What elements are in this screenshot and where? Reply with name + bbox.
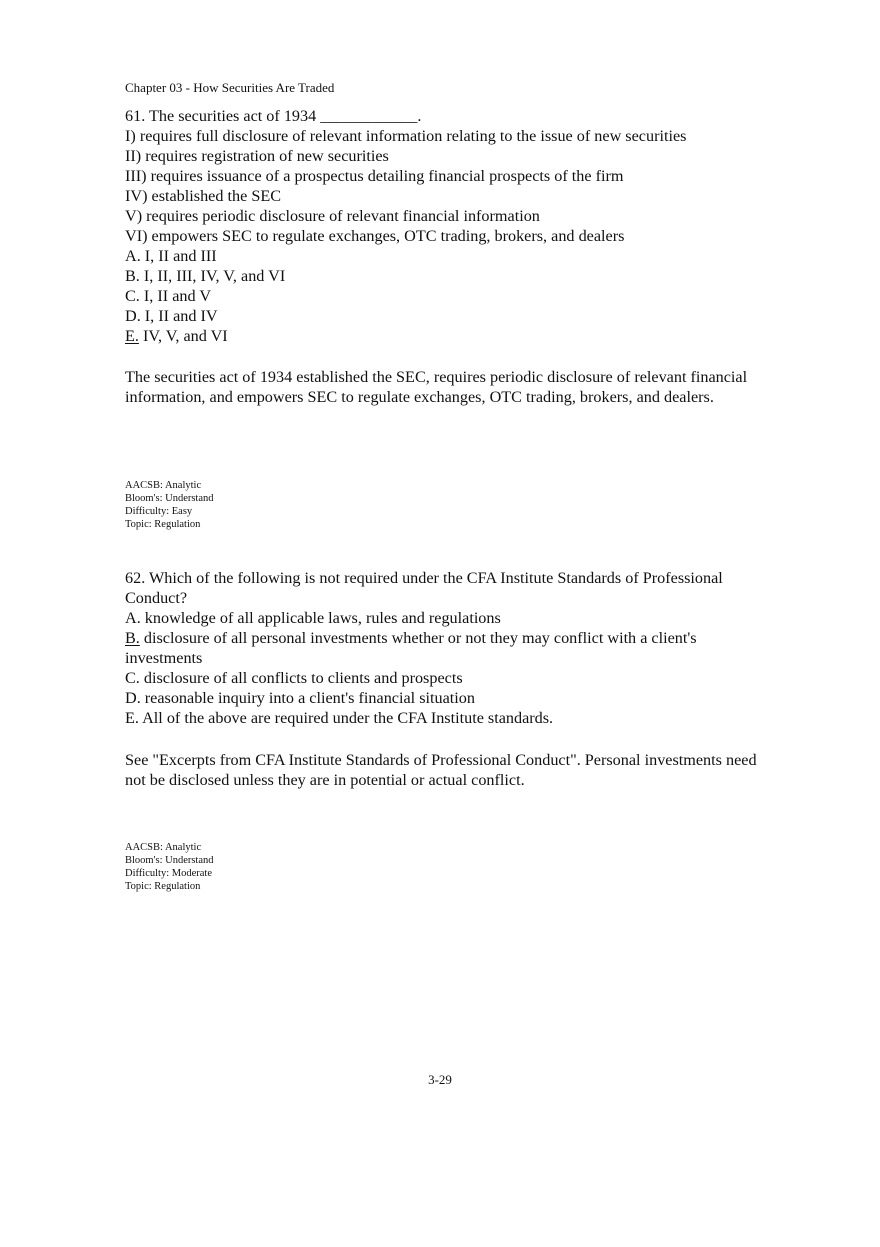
question-62-explanation: [125, 750, 775, 790]
statement-1: I) requires full disclosure of relevant information relating to the issue of new securities: [125, 127, 687, 145]
chapter-header: Chapter 03 - How Securities Are Traded: [125, 80, 335, 95]
option-e: E. All of the above are required under the CFA Institute standards.: [125, 709, 554, 727]
meta-blooms: Bloom's: Understand: [125, 493, 214, 504]
meta-aacsb: AACSB: Analytic: [125, 842, 202, 853]
explanation-text: See "Excerpts from CFA Institute Standards of Professional Conduct". Personal investments need not be disclosed unless they are in potential or actual conflict.: [125, 751, 757, 789]
meta-blooms: Bloom's: Understand: [125, 855, 214, 866]
meta-difficulty: Difficulty: Moderate: [125, 868, 212, 879]
question-62-stem: 62. Which of the following is not required under the CFA Institute Standards of Professional Conduct?: [125, 569, 723, 607]
question-62-meta: [125, 841, 214, 893]
meta-difficulty: Difficulty: Easy: [125, 506, 193, 517]
meta-topic: Topic: Regulation: [125, 519, 201, 530]
question-61-explanation: [125, 367, 775, 407]
meta-topic: Topic: Regulation: [125, 881, 201, 892]
question-61: [125, 106, 775, 346]
option-b: B. I, II, III, IV, V, and VI: [125, 267, 286, 285]
question-61-stem: 61. The securities act of 1934 ____________.: [125, 107, 422, 125]
option-c: C. disclosure of all conflicts to clients and prospects: [125, 669, 463, 687]
option-b-correct: [125, 628, 775, 668]
page-number: 3-29: [428, 1072, 452, 1087]
statement-4: IV) established the SEC: [125, 187, 282, 205]
meta-aacsb: AACSB: Analytic: [125, 480, 202, 491]
statement-3: III) requires issuance of a prospectus detailing financial prospects of the firm: [125, 167, 624, 185]
statement-2: II) requires registration of new securities: [125, 147, 389, 165]
question-62: [125, 568, 775, 728]
statement-5: V) requires periodic disclosure of relevant financial information: [125, 207, 540, 225]
statement-6: VI) empowers SEC to regulate exchanges, OTC trading, brokers, and dealers: [125, 227, 625, 245]
option-a: A. knowledge of all applicable laws, rules and regulations: [125, 609, 501, 627]
option-e-letter: E.: [125, 327, 139, 345]
option-d: D. I, II and IV: [125, 307, 218, 325]
option-c: C. I, II and V: [125, 287, 212, 305]
explanation-text: The securities act of 1934 established the SEC, requires periodic disclosure of relevant financial information, and empowers SEC to regulate exchanges, OTC trading, brokers, and dealers.: [125, 368, 748, 406]
option-e-text: IV, V, and VI: [138, 327, 228, 345]
option-b-letter: B.: [125, 629, 140, 647]
option-d: D. reasonable inquiry into a client's financial situation: [125, 689, 475, 707]
option-e-correct: [125, 326, 775, 346]
question-61-meta: [125, 479, 214, 531]
option-b-text: disclosure of all personal investments whether or not they may conflict with a client's investments: [125, 629, 697, 667]
option-a: A. I, II and III: [125, 247, 217, 265]
